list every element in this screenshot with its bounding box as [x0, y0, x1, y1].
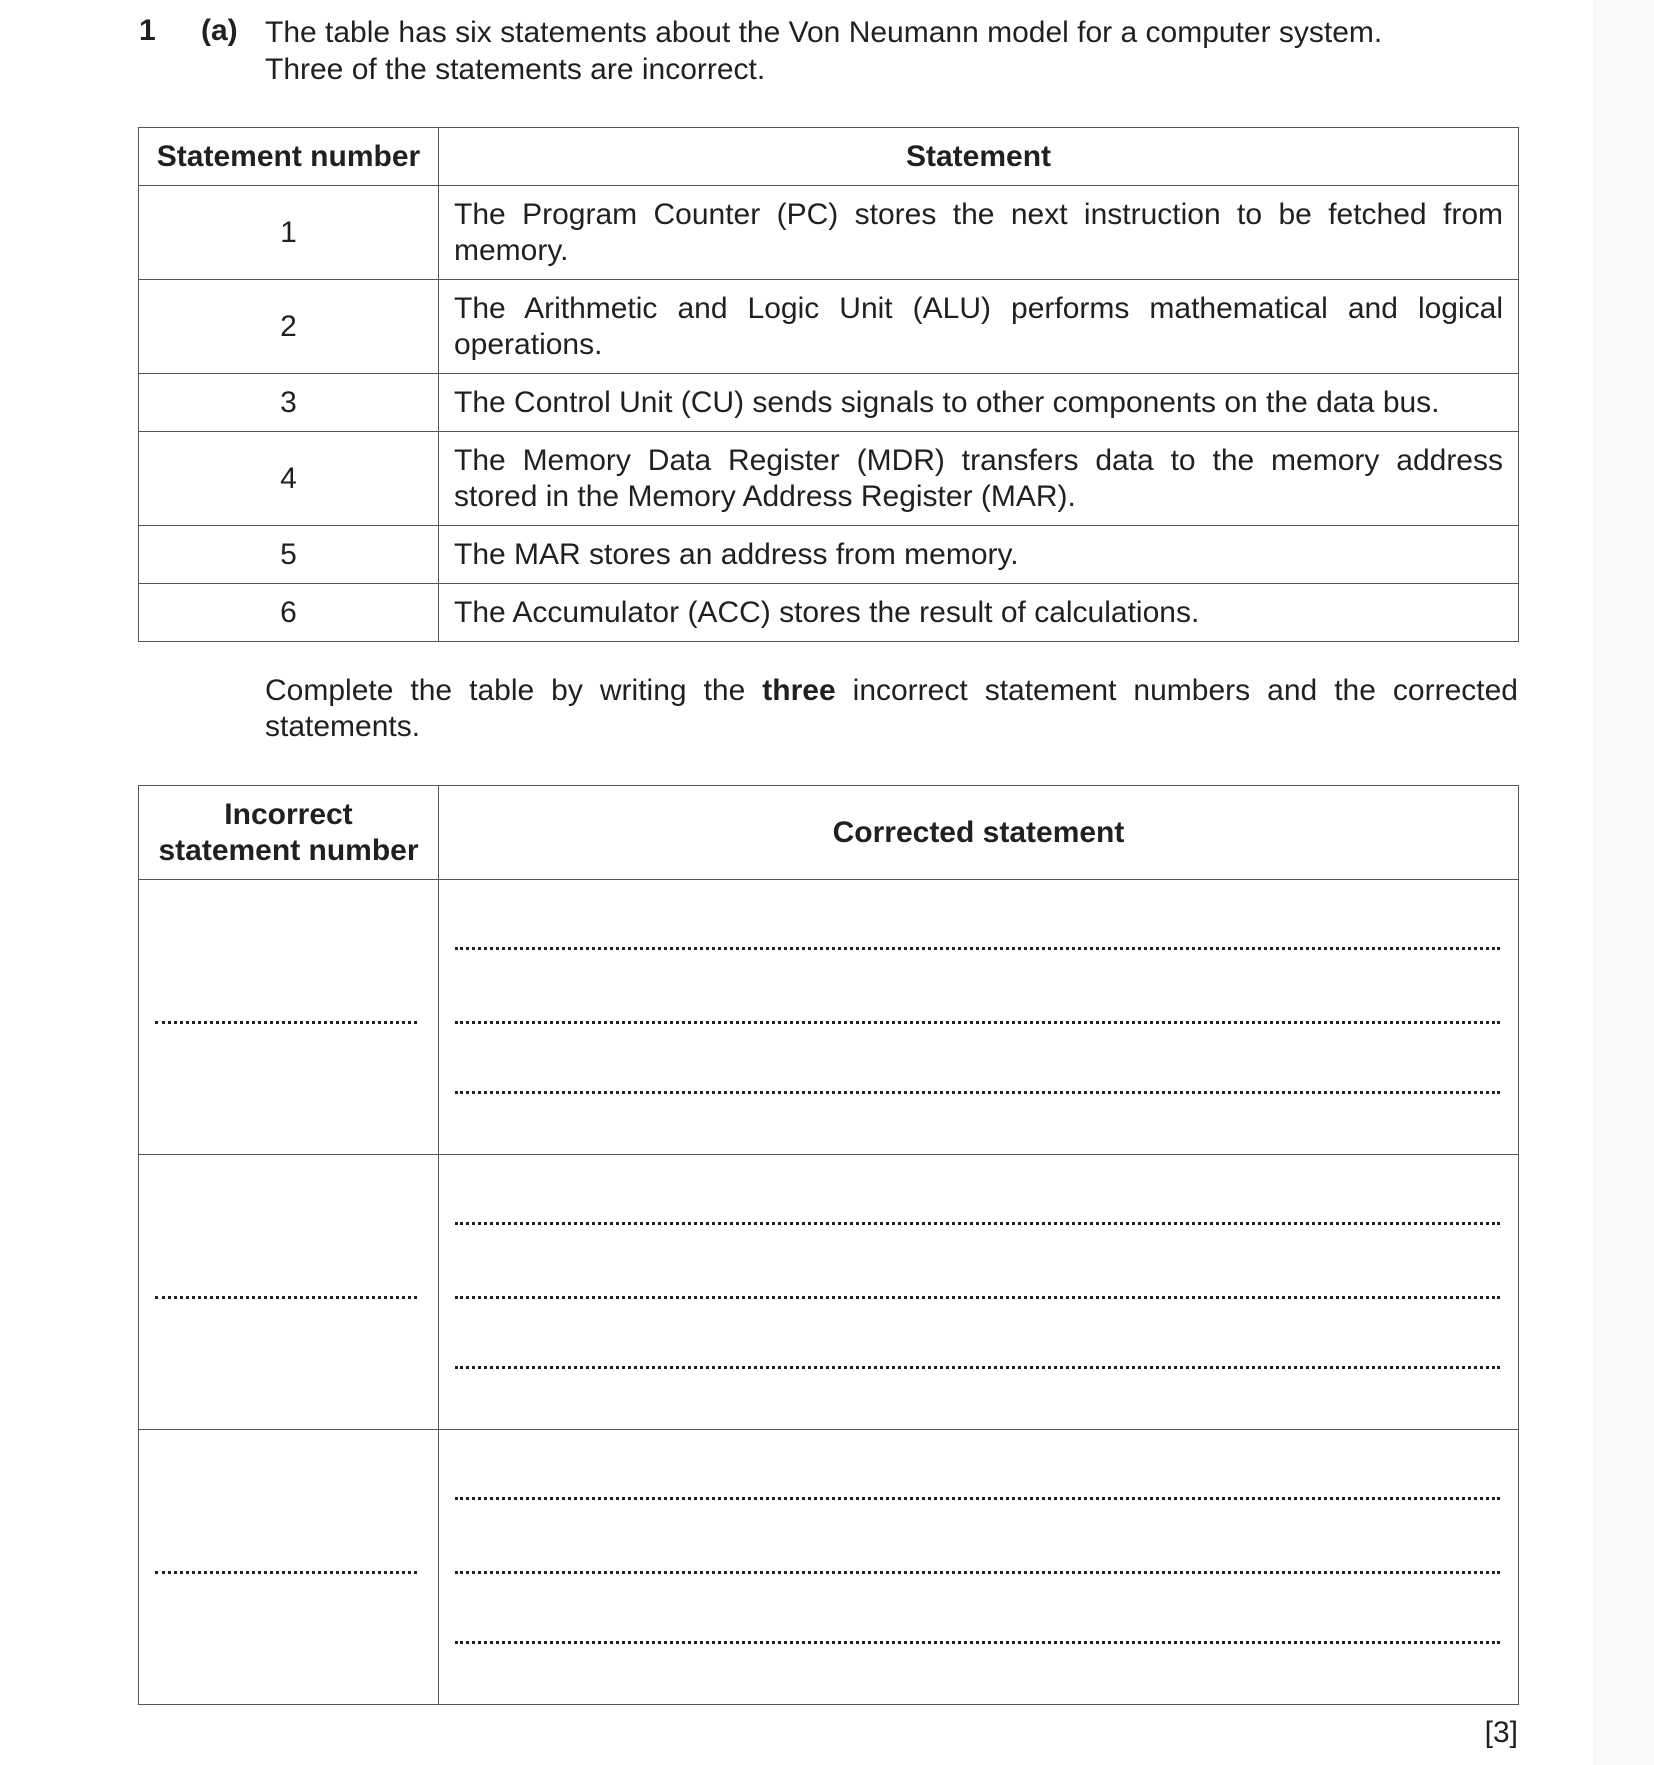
- answer-statement-cell: [439, 880, 1519, 1155]
- incorrect-number-answer-line[interactable]: [155, 1571, 417, 1574]
- table-row: [139, 526, 1519, 584]
- incorrect-number-answer-line[interactable]: [155, 1296, 417, 1299]
- instruction-before: Complete the table by writing the: [265, 674, 763, 707]
- table-row: [139, 374, 1519, 432]
- intro-line-1: The table has six statements about the Von Neumann model for a computer system.: [265, 16, 1383, 49]
- corrected-statement-answer-line[interactable]: [455, 1571, 1500, 1574]
- table-row: [139, 584, 1519, 642]
- statement-text: The MAR stores an address from memory.: [439, 526, 1519, 584]
- answer-number-cell: [139, 1430, 439, 1705]
- header-corrected-statement: Corrected statement: [439, 786, 1519, 880]
- header-statement: Statement: [439, 128, 1519, 186]
- answer-header-row: [139, 786, 1519, 880]
- answer-number-cell: [139, 1155, 439, 1430]
- marks-indicator: [3]: [1484, 1716, 1518, 1749]
- corrected-statement-answer-line[interactable]: [455, 1366, 1500, 1369]
- corrected-statement-answer-line[interactable]: [455, 1222, 1500, 1225]
- answer-number-cell: [139, 880, 439, 1155]
- statements-header-row: [139, 128, 1519, 186]
- header-incorrect-number-line-2: statement number: [158, 833, 419, 867]
- statement-text: The Program Counter (PC) stores the next instruction to be fetched from memory.: [439, 186, 1519, 280]
- statement-number: 1: [139, 186, 439, 280]
- corrected-statement-answer-line[interactable]: [455, 947, 1500, 950]
- statement-text: The Memory Data Register (MDR) transfers data to the memory address stored in the Memory Address Register (MAR).: [439, 432, 1519, 526]
- header-incorrect-number-line-1: Incorrect: [224, 797, 353, 831]
- answer-statement-cell: [439, 1430, 1519, 1705]
- table-row: [139, 280, 1519, 374]
- instruction-after: incorrect statement numbers and the corrected statements.: [265, 674, 1518, 743]
- statement-number: 4: [139, 432, 439, 526]
- instruction-text: [265, 673, 1518, 745]
- statement-text: The Accumulator (ACC) stores the result of calculations.: [439, 584, 1519, 642]
- corrected-statement-answer-line[interactable]: [455, 1021, 1500, 1024]
- question-part: (a): [201, 14, 238, 47]
- instruction-bold: three: [762, 674, 836, 707]
- question-number: 1: [139, 14, 156, 47]
- corrected-statement-answer-line[interactable]: [455, 1296, 1500, 1299]
- header-statement-number: Statement number: [139, 128, 439, 186]
- corrected-statement-answer-line[interactable]: [455, 1641, 1500, 1644]
- corrected-statement-answer-line[interactable]: [455, 1497, 1500, 1500]
- header-incorrect-number: [139, 786, 439, 880]
- table-row: [139, 186, 1519, 280]
- table-row: [139, 432, 1519, 526]
- statement-number: 3: [139, 374, 439, 432]
- answer-row: [139, 1430, 1519, 1705]
- statement-number: 5: [139, 526, 439, 584]
- answer-table: [138, 785, 1519, 1705]
- statement-text: The Control Unit (CU) sends signals to other components on the data bus.: [439, 374, 1519, 432]
- page-edge: [1594, 0, 1654, 1765]
- statement-number: 6: [139, 584, 439, 642]
- statement-number: 2: [139, 280, 439, 374]
- answer-row: [139, 1155, 1519, 1430]
- answer-statement-cell: [439, 1155, 1519, 1430]
- intro-line-2: Three of the statements are incorrect.: [265, 53, 766, 86]
- answer-row: [139, 880, 1519, 1155]
- statement-text: The Arithmetic and Logic Unit (ALU) performs mathematical and logical operations.: [439, 280, 1519, 374]
- question-intro: [265, 14, 1382, 88]
- corrected-statement-answer-line[interactable]: [455, 1091, 1500, 1094]
- statements-table: [138, 127, 1519, 642]
- incorrect-number-answer-line[interactable]: [155, 1021, 417, 1024]
